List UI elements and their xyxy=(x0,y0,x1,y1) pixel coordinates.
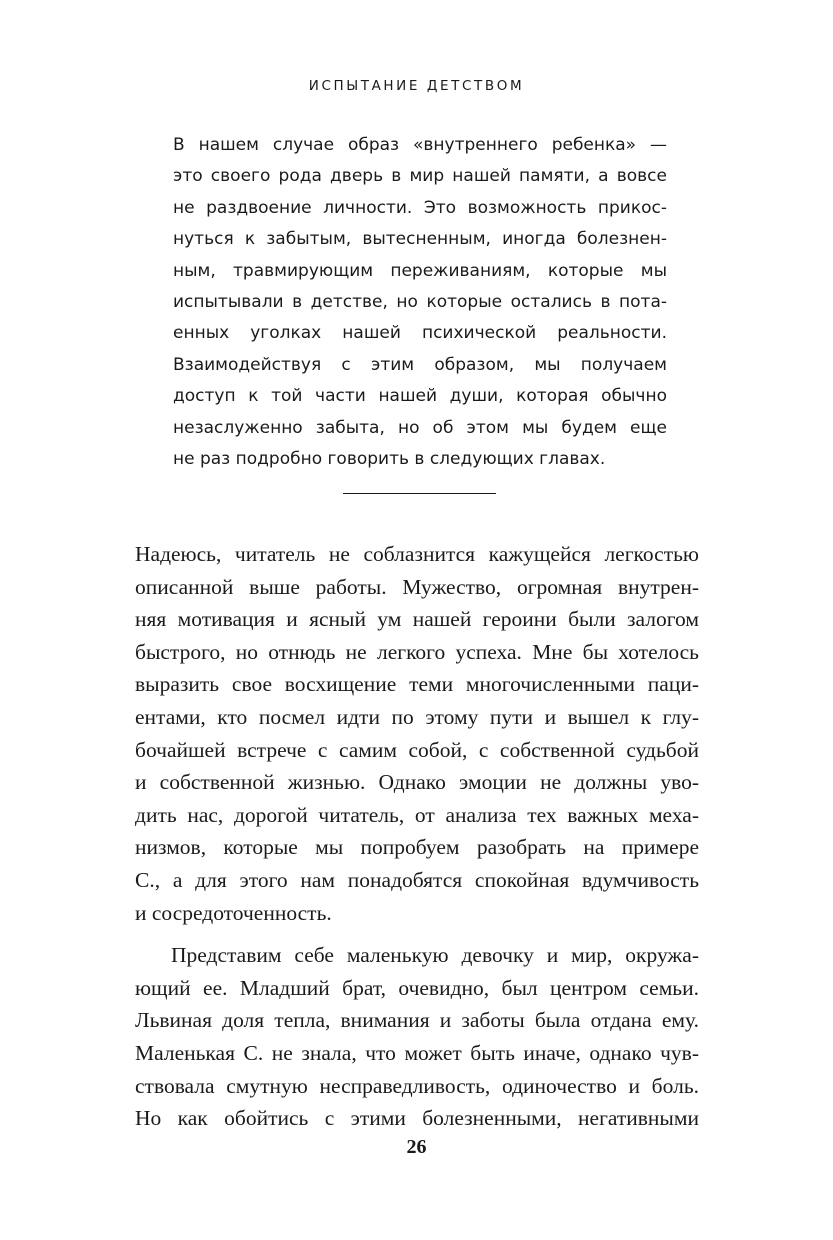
sidebar-line: В нашем случае образ «внутреннего ребенка» — xyxy=(173,135,667,155)
sidebar-line: незаслуженно забыта, но об этом мы будем еще xyxy=(173,417,667,438)
sidebar-line: доступ к той части нашей души, которая обычно xyxy=(173,386,667,407)
body-line: дить нас, дорогой читатель, от анализа тех важных меха- xyxy=(135,802,699,827)
sidebar-line: не раз подробно говорить в следующих главах. xyxy=(173,448,606,469)
body-line: описанной выше работы. Мужество, огромная внутрен- xyxy=(135,574,699,599)
body-line: низмов, которые мы попробуем разобрать на примере xyxy=(135,835,699,860)
sidebar-line: Взаимодействуя с этим образом, мы получаем xyxy=(173,354,667,375)
body-line: бочайшей встрече с самим собой, с собственной судьбой xyxy=(135,737,699,762)
body-text xyxy=(135,538,699,1135)
running-header: ИСПЫТАНИЕ ДЕТСТВОМ xyxy=(308,78,525,94)
sidebar-line: это своего рода дверь в мир нашей памяти, а вовсе xyxy=(173,166,667,187)
body-line: С., а для этого нам понадобятся спокойная вдумчивость xyxy=(135,867,699,892)
body-line: и сосредоточенность. xyxy=(135,900,332,925)
sidebar-quote xyxy=(173,130,667,475)
body-line: ющий ее. Младший брат, очевидно, был центром семьи. xyxy=(135,975,699,1000)
body-line: Львиная доля тепла, внимания и заботы была отдана ему. xyxy=(135,1008,699,1033)
body-line: и собственной жизнью. Однако эмоции не должны уво- xyxy=(135,770,699,795)
section-divider xyxy=(343,493,496,494)
sidebar-line: енных уголках нашей психической реальности. xyxy=(173,323,667,344)
body-line: Надеюсь, читатель не соблазнится кажущейся легкостью xyxy=(135,542,699,566)
sidebar-line: испытывали в детстве, но которые остались в пота- xyxy=(173,291,667,312)
body-line: ствовала смутную несправедливость, одиночество и боль. xyxy=(135,1073,699,1098)
body-line: Маленькая С. не знала, что может быть иначе, однако чув- xyxy=(135,1040,699,1065)
sidebar-line: ным, травмирующим переживаниям, которые мы xyxy=(173,260,667,281)
body-line: няя мотивация и ясный ум нашей героини были залогом xyxy=(135,607,699,632)
sidebar-line: не раздвоение личности. Это возможность прикос- xyxy=(173,197,667,218)
page-number: 26 xyxy=(406,1136,427,1158)
sidebar-line: нуться к забытым, вытесненным, иногда болезнен- xyxy=(173,229,667,250)
body-line: Представим себе маленькую девочку и мир, окружа- xyxy=(171,943,699,968)
body-line: Но как обойтись с этими болезненными, негативными xyxy=(135,1106,699,1131)
body-line: выразить свое восхищение теми многочисленными паци- xyxy=(135,672,699,697)
body-line: быстрого, но отнюдь не легкого успеха. Мне бы хотелось xyxy=(135,639,699,664)
body-line: ентами, кто посмел идти по этому пути и вышел к глу- xyxy=(135,704,699,729)
